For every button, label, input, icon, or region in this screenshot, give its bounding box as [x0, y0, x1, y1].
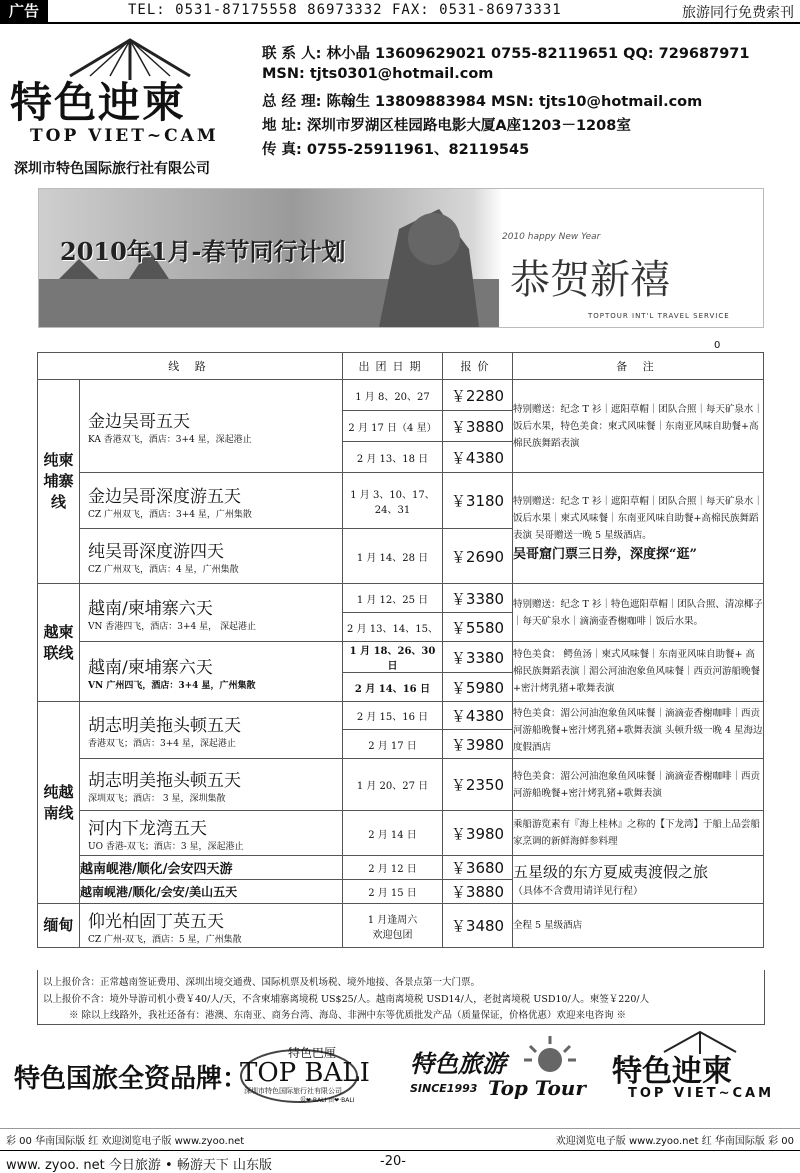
- route-note: 特色美食：湄公河油泡象鱼风味餐｜滴滴壶香榭咖啡｜西贡河游船晚餐+密汁烤乳猪+歌舞表演 头顿升级一晚 4 星海边度假酒店: [513, 702, 764, 759]
- depart-date: 1 月 18、26、30 日: [343, 642, 443, 673]
- page-number: -20-: [380, 1154, 406, 1169]
- contact-line-2: MSN: tjts0301@hotmail.com: [262, 66, 494, 82]
- table-row: [38, 856, 764, 880]
- route-detail: VN 香港四飞，酒店：3+4 星， 深起港止: [88, 621, 256, 632]
- price: ￥2350: [443, 759, 513, 811]
- footer-excludes: 以上报价不含：境外导游司机小费￥40/人/天，不含柬埔寨离境税 US$25/人。越南离境税 USD14/人，老挝离境税 USD10/人。柬签￥220/人: [43, 994, 650, 1005]
- route-detail: CZ 广州-双飞，酒店：5 星，广州集散: [88, 934, 242, 945]
- banner-title: 2010年1月-春节同行计划: [60, 237, 346, 266]
- route-detail: UO 香港-双飞；酒店：3 星，深起港止: [88, 842, 244, 852]
- bali-brand-slogan: 爱❤·BALI 由❤·BALI: [300, 1097, 355, 1104]
- route-cell: [80, 642, 343, 702]
- table-row: [38, 642, 764, 673]
- route-name: 胡志明美拖头顿五天: [88, 770, 241, 791]
- price: ￥4380: [443, 442, 513, 473]
- route-note: [513, 856, 764, 904]
- route-note: 特色美食：湄公河油泡象鱼风味餐｜滴滴壶香榭咖啡｜西贡河游船晚餐+密汁烤乳猪+歌舞表演: [513, 759, 764, 811]
- region-vietcam: 越柬联线: [38, 584, 80, 702]
- region-cambodia: 纯柬埔寨线: [38, 380, 80, 584]
- route-detail: 香港双飞；酒店：3+4 星，深起港止: [88, 739, 236, 749]
- depart-date: 2 月 14、16 日: [343, 673, 443, 702]
- price: ￥3980: [443, 730, 513, 759]
- logo-english: TOP VIET~CAM: [30, 126, 219, 146]
- depart-date: 2 月 17 日: [343, 730, 443, 759]
- route-detail: 深圳双飞；酒店： 3 星，深圳集散: [88, 793, 226, 804]
- depart-date-note: 欢迎包团: [372, 929, 413, 941]
- depart-date: 2 月 12 日: [343, 856, 443, 880]
- table-row: [38, 473, 764, 529]
- route-name: 越南/柬埔寨六天: [88, 657, 213, 678]
- header-price: 报价: [443, 353, 513, 380]
- price: ￥3380: [443, 584, 513, 613]
- table-row: [38, 584, 764, 613]
- route-cell: [80, 702, 343, 759]
- depart-date: 2 月 13、18 日: [343, 442, 443, 473]
- route-note: 全程 5 星级酒店: [513, 904, 764, 948]
- route-detail: CZ 广州双飞，酒店：4 星，广州集散: [88, 565, 239, 575]
- route-name: 金边吴哥五天: [88, 412, 190, 432]
- table-header-row: [38, 353, 764, 380]
- depart-date-cell: [343, 904, 443, 948]
- footer-more: ※ 除以上线路外，我社还备有：港澳、东南亚、商务台湾、海岛、非洲中东等优质批发产品（质量保证，价格优惠）欢迎来电咨询 ※: [69, 1010, 627, 1021]
- route-note: 乘船游览素有『海上桂林』之称的【下龙湾】于船上品尝船家烹调的新鲜海鲜参料理: [513, 811, 764, 856]
- price: ￥3880: [443, 411, 513, 442]
- table-row: [38, 904, 764, 948]
- route-cell: [80, 584, 343, 642]
- depart-date: 1 月逢周六: [367, 914, 418, 926]
- page-marker: 0: [714, 340, 721, 351]
- route-name: 胡志明美拖头顿五天: [88, 716, 241, 736]
- route-cell: [80, 473, 343, 529]
- route-note-text: 特别赠送：纪念 T 衫｜遮阳草帽｜团队合照｜每天矿泉水｜饭后水果｜柬式风味餐｜东南亚风味自助餐+高棉民族舞蹈表演 吴哥赠送一晚 5 星级酒店。: [513, 496, 763, 541]
- route-table: [37, 352, 764, 948]
- route-cell: [80, 904, 343, 948]
- sun-icon: [520, 1034, 580, 1074]
- depart-date: 1 月 12、25 日: [343, 584, 443, 613]
- edition-strip-right: 欢迎浏览电子版 www.zyoo.net 红 华南国际版 彩 00: [555, 1136, 794, 1147]
- toptour-brand-since: SINCE1993: [410, 1082, 478, 1095]
- edition-strip: [0, 1128, 800, 1149]
- route-note-headline: 五星级的东方夏威夷渡假之旅: [513, 862, 709, 881]
- greeting-english: 2010 happy New Year: [502, 232, 601, 242]
- depart-date: 1 月 3、10、17、24、31: [343, 473, 443, 529]
- footer-site: www. zyoo. net 今日旅游 • 畅游天下 山东版: [6, 1158, 272, 1173]
- route-note: 特别赠送：纪念 T 衫｜遮阳草帽｜团队合照｜每天矿泉水｜饭后水果，特色美食：柬式风味餐｜东南亚风味自助餐+高棉民族舞蹈表演: [513, 380, 764, 473]
- header-route: 线 路: [38, 353, 343, 380]
- route-detail: VN 广州四飞，酒店：3+4 星，广州集散: [88, 680, 256, 691]
- region-vietnam: 纯越南线: [38, 702, 80, 904]
- route-name: 越南岘港/顺化/会安四天游: [80, 856, 343, 880]
- route-detail: CZ 广州双飞，酒店：3+4 星，广州集散: [88, 509, 252, 520]
- greeting-subtitle: TOPTOUR INT'L TRAVEL SERVICE: [588, 312, 730, 320]
- company-name: 深圳市特色国际旅行社有限公司: [14, 161, 210, 177]
- route-name: 纯吴哥深度游四天: [88, 542, 224, 562]
- table-row: [38, 811, 764, 856]
- depart-date: 2 月 15 日: [343, 880, 443, 904]
- route-detail: KA 香港双飞，酒店：3+4 星，深起港止: [88, 435, 252, 445]
- route-name: 仰光柏固丁英五天: [88, 911, 224, 932]
- contact-line-1: 联 系 人: 林小晶 13609629021 0755-82119651 QQ: 729687971: [262, 46, 750, 62]
- depart-date: 2 月 17 日（4 星）: [343, 411, 443, 442]
- logo-name: 特色迚柬: [10, 78, 187, 127]
- footer-includes: 以上报价含：正常越南签证费用、深圳出境交通费、国际机票及机场税、境外地接、各景点第一大门票。: [43, 977, 481, 988]
- header-free-tag: 旅游同行免费索刊: [682, 5, 794, 21]
- vietcam-brand-en: TOP VIET~CAM: [628, 1086, 775, 1101]
- greeting-title: 恭贺新禧: [510, 257, 670, 303]
- route-note-detail: （具体不含费用请详见行程）: [513, 885, 643, 897]
- header-contact: TEL: 0531-87175558 86973332 FAX: 0531-86973331: [128, 2, 562, 18]
- route-cell: [80, 759, 343, 811]
- toptour-brand-en: Top Tour: [488, 1076, 586, 1100]
- table-row: [38, 759, 764, 811]
- brand-label: 特色国旅全资品牌：: [14, 1064, 249, 1094]
- price: ￥3180: [443, 473, 513, 529]
- ad-tag: 广告: [0, 0, 48, 22]
- depart-date: 2 月 14 日: [343, 811, 443, 856]
- vietcam-brand-cn: 特色迚柬: [612, 1054, 732, 1089]
- route-cell: [80, 811, 343, 856]
- contact-line-3: 总 经 理: 陈翰生 13809883984 MSN: tjts10@hotmail.com: [262, 94, 703, 110]
- toptour-brand-cn: 特色旅游: [410, 1050, 506, 1078]
- contact-line-4: 地 址: 深圳市罗湖区桂园路电影大厦A座1203－1208室: [262, 118, 631, 134]
- table-row: [38, 702, 764, 730]
- route-note: [513, 473, 764, 584]
- route-name: 河内下龙湾五天: [88, 819, 207, 839]
- price: ￥5580: [443, 613, 513, 642]
- table-row: [38, 380, 764, 411]
- price: ￥2280: [443, 380, 513, 411]
- bali-brand-company: 深圳市特色国际旅行社有限公司: [244, 1087, 342, 1095]
- route-cell: [80, 380, 343, 473]
- price: ￥3680: [443, 856, 513, 880]
- price: ￥3380: [443, 642, 513, 673]
- region-myanmar: 缅甸: [38, 904, 80, 948]
- route-note: 特色美食： 鳄鱼汤｜柬式风味餐｜东南亚风味自助餐+ 高棉民族舞蹈表演｜湄公河油泡象鱼风味餐｜西贡河游船晚餐+密汁烤乳猪+歌舞表演: [513, 642, 764, 702]
- depart-date: 1 月 14、28 日: [343, 529, 443, 584]
- price: ￥5980: [443, 673, 513, 702]
- route-name: 越南/柬埔寨六天: [88, 598, 213, 619]
- contact-line-5: 传 真: 0755-25911961、82119545: [262, 142, 530, 158]
- route-cell: [80, 529, 343, 584]
- header-date: 出团日期: [343, 353, 443, 380]
- page-footer: [0, 1150, 800, 1172]
- price: ￥3480: [443, 904, 513, 948]
- depart-date: 1 月 8、20、27: [343, 380, 443, 411]
- header-note: 备 注: [513, 353, 764, 380]
- bali-brand-name: TOP BALI: [240, 1058, 370, 1088]
- route-name: 越南岘港/顺化/会安/美山五天: [80, 880, 343, 904]
- bali-brand-top: 特色巴厘: [288, 1046, 337, 1060]
- route-name: 金边吴哥深度游五天: [88, 486, 241, 507]
- depart-date: 2 月 13、14、15、: [343, 613, 443, 642]
- price: ￥3880: [443, 880, 513, 904]
- depart-date: 1 月 20、27 日: [343, 759, 443, 811]
- price: ￥4380: [443, 702, 513, 730]
- price: ￥3980: [443, 811, 513, 856]
- depart-date: 2 月 15、16 日: [343, 702, 443, 730]
- route-note-highlight: 吴哥窟门票三日券，深度探“逛”: [513, 547, 697, 562]
- price: ￥2690: [443, 529, 513, 584]
- route-note: 特别赠送：纪念 T 衫｜特色遮阳草帽｜团队合照、清凉椰子｜每天矿泉水｜滴滴壶香榭咖啡｜饭后水果。: [513, 584, 764, 642]
- edition-strip-left: 彩 00 华南国际版 红 欢迎浏览电子版 www.zyoo.net: [6, 1136, 245, 1147]
